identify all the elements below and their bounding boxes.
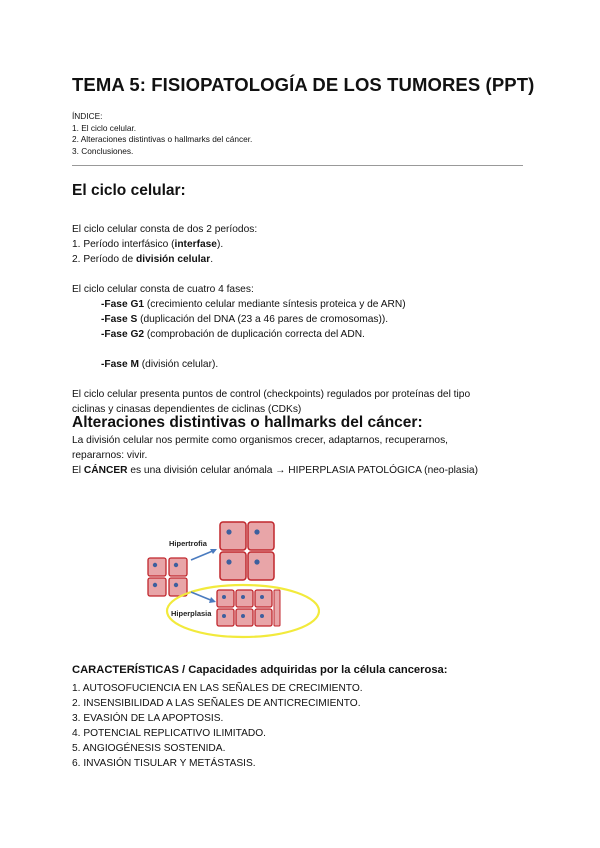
- label-hyperplasia: Hiperplasia: [171, 609, 212, 618]
- cell: [217, 609, 234, 626]
- cell: [148, 578, 166, 596]
- phase-name: -Fase G2: [101, 329, 145, 340]
- section-heading-cell-cycle: El ciclo celular:: [72, 182, 186, 199]
- section-heading-characteristics: CARACTERÍSTICAS / Capacidades adquiridas por la célula cancerosa:: [72, 664, 448, 676]
- cell: [236, 590, 253, 607]
- periods-intro: El ciclo celular consta de dos 2 períodos:: [72, 224, 258, 235]
- list-item: 3. EVASIÓN DE LA APOPTOSIS.: [72, 713, 224, 724]
- cell: [274, 590, 280, 626]
- cell: [220, 552, 246, 580]
- list-item: 1. AUTOSOFUCIENCIA EN LAS SEÑALES DE CRECIMIENTO.: [72, 683, 363, 694]
- list-item: 4. POTENCIAL REPLICATIVO ILIMITADO.: [72, 728, 266, 739]
- phase-item: [72, 297, 542, 312]
- nucleus: [153, 583, 157, 587]
- cell-cycle-body: [72, 222, 542, 417]
- nucleus: [222, 614, 226, 618]
- phase-desc: (crecimiento celular mediante síntesis proteica y de ARN): [144, 299, 406, 310]
- index-heading: ÍNDICE:: [72, 111, 103, 121]
- hypertrophy-hyperplasia-diagram: [145, 516, 320, 646]
- phase-desc: (división celular).: [138, 359, 219, 370]
- nucleus: [241, 595, 245, 599]
- nucleus: [174, 583, 178, 587]
- cell: [248, 552, 274, 580]
- diagram-svg: [145, 516, 320, 646]
- list-item: 5. ANGIOGÉNESIS SOSTENIDA.: [72, 743, 226, 754]
- phase-name: -Fase S: [101, 314, 138, 325]
- nucleus: [222, 595, 226, 599]
- nucleus: [241, 614, 245, 618]
- period-prefix: 2. Período de: [72, 254, 137, 265]
- nucleus: [260, 595, 264, 599]
- index-item: 2. Alteraciones distintivas o hallmarks del cáncer.: [72, 134, 253, 144]
- phase-name: -Fase M: [101, 359, 139, 370]
- list-item: 6. INVASIÓN TISULAR Y METÁSTASIS.: [72, 758, 256, 769]
- nucleus: [174, 563, 178, 567]
- period-suffix: ).: [216, 239, 224, 250]
- cancer-suffix: es una división celular anómala → HIPERPLASIA PATOLÓGICA (neo-plasia): [127, 465, 478, 476]
- period-suffix: .: [210, 254, 214, 265]
- nucleus: [254, 529, 259, 534]
- section-heading-hallmarks: Alteraciones distintivas o hallmarks del cáncer:: [72, 414, 423, 431]
- cancer-bold: CÁNCER: [83, 465, 128, 476]
- index-block: [72, 111, 252, 157]
- page-title: TEMA 5: FISIOPATOLOGÍA DE LOS TUMORES (PPT): [72, 74, 535, 95]
- nucleus: [226, 559, 231, 564]
- cell: [220, 522, 246, 550]
- phase-desc: (comprobación de duplicación correcta del ADN.: [144, 329, 365, 340]
- cell: [255, 590, 272, 607]
- spacer: [72, 372, 542, 387]
- cell: [217, 590, 234, 607]
- cell: [169, 558, 187, 576]
- label-hypertrophy: Hipertrofia: [169, 539, 207, 548]
- checkpoints-text: El ciclo celular presenta puntos de control (checkpoints) regulados por proteínas del tipo: [72, 389, 471, 400]
- period-bold: división celular: [136, 254, 211, 265]
- period-bold: interfase: [174, 239, 217, 250]
- characteristics-list: [72, 681, 542, 771]
- nucleus: [254, 559, 259, 564]
- phase-name: -Fase G1: [101, 299, 145, 310]
- phase-item: [72, 327, 542, 342]
- hallmarks-text: repararnos: vivir.: [72, 450, 148, 461]
- list-item: 2. INSENSIBILIDAD A LAS SEÑALES DE ANTICRECIMIENTO.: [72, 698, 361, 709]
- period-item: [72, 252, 542, 267]
- cell: [248, 522, 274, 550]
- arrow-up-icon: [191, 549, 217, 560]
- cancer-prefix: El: [72, 465, 84, 476]
- cell: [148, 558, 166, 576]
- phases-intro: El ciclo celular consta de cuatro 4 fases:: [72, 284, 254, 295]
- arrow-down-icon: [191, 592, 216, 603]
- index-item: 3. Conclusiones.: [72, 145, 134, 156]
- spacer: [72, 342, 542, 357]
- cell: [255, 609, 272, 626]
- period-prefix: 1. Período interfásico (: [72, 239, 175, 250]
- cancer-definition: [72, 463, 542, 478]
- hallmarks-body: [72, 433, 542, 478]
- nucleus: [260, 614, 264, 618]
- nucleus: [226, 529, 231, 534]
- cell: [236, 609, 253, 626]
- index-item: 1. El ciclo celular.: [72, 122, 137, 133]
- phase-item: [72, 357, 542, 372]
- period-item: [72, 237, 542, 252]
- spacer: [72, 267, 542, 282]
- nucleus: [153, 563, 157, 567]
- normal-cells: [148, 558, 187, 596]
- hyperplasia-cells: [217, 590, 280, 626]
- phase-desc: (duplicación del DNA (23 a 46 pares de cromosomas)).: [137, 314, 389, 325]
- phase-item: [72, 312, 542, 327]
- divider: [72, 165, 523, 166]
- checkpoints-text: ciclinas y cinasas dependientes de ciclinas (CDKs): [72, 404, 302, 415]
- hypertrophy-cells: [220, 522, 274, 580]
- hallmarks-text: La división celular nos permite como organismos crecer, adaptarnos, recuperarnos,: [72, 435, 448, 446]
